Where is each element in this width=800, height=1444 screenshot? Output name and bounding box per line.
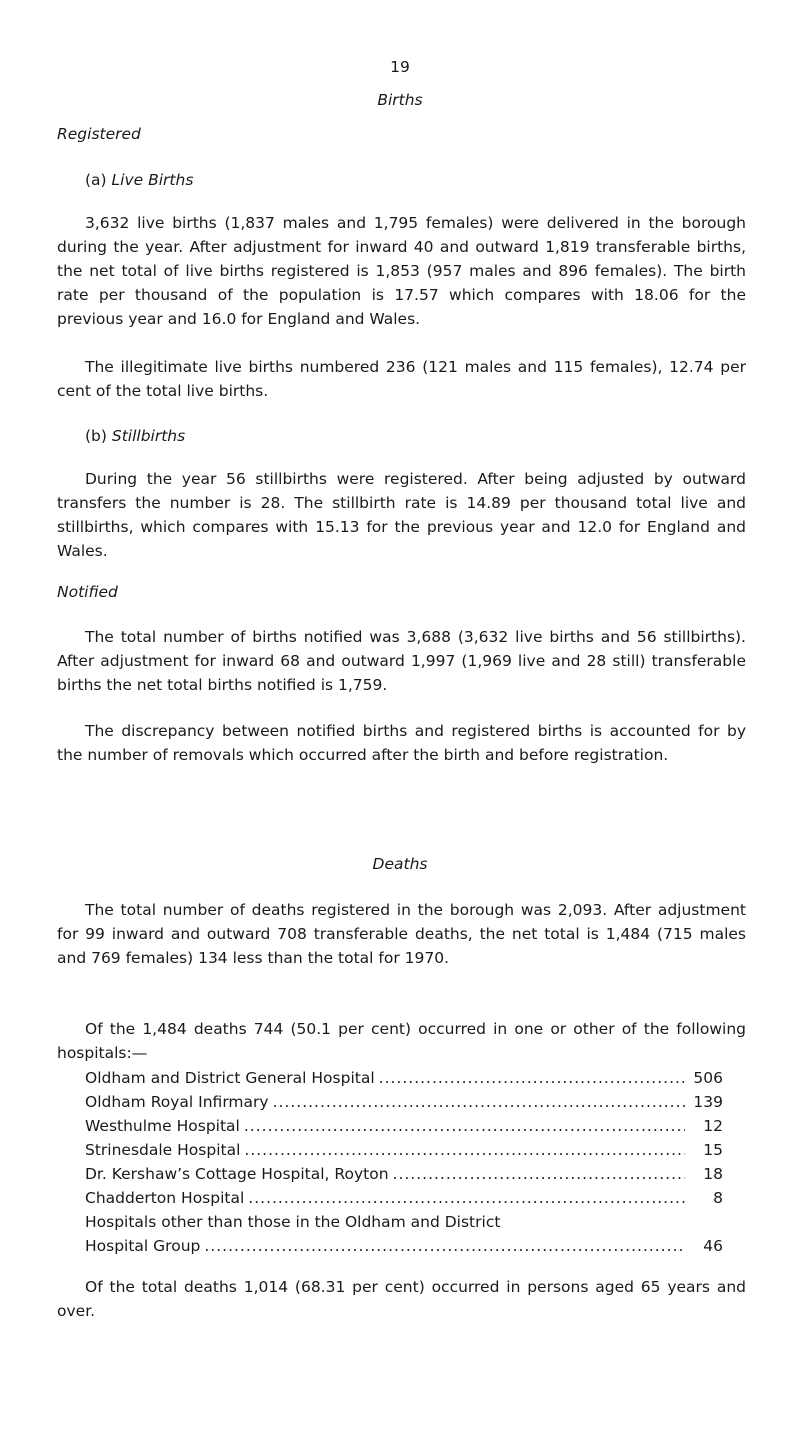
leader-dots <box>248 1186 685 1210</box>
hospital-name: Chadderton Hospital <box>85 1189 245 1207</box>
hospital-row-other-line2 <box>85 1234 723 1258</box>
discrepancy-paragraph: The discrepancy between notified births and registered births is accounted for by the number of removals which occurred after the birth and before registration. <box>57 722 746 764</box>
leader-dots <box>273 1090 685 1114</box>
hospital-death-count: 506 <box>693 1069 723 1087</box>
hospital-name: Strinesdale Hospital <box>85 1141 241 1159</box>
hospital-row <box>85 1162 723 1186</box>
hospital-row <box>85 1138 723 1162</box>
registered-heading: Registered <box>57 125 141 143</box>
stillbirths-label-prefix: (b) <box>85 427 107 445</box>
births-heading: Births <box>377 91 423 109</box>
hospital-death-count: 8 <box>713 1189 723 1207</box>
hospital-row <box>85 1114 723 1138</box>
leader-dots <box>244 1138 685 1162</box>
notified-heading: Notified <box>57 583 118 601</box>
live-births-label-prefix: (a) <box>85 171 107 189</box>
hospital-name: Dr. Kershaw’s Cottage Hospital, Royton <box>85 1165 389 1183</box>
hospital-name: Westhulme Hospital <box>85 1117 240 1135</box>
leader-dots <box>393 1162 685 1186</box>
hospital-row-other-line1 <box>85 1210 723 1234</box>
leader-dots <box>204 1234 685 1258</box>
deaths-aged-paragraph: Of the total deaths 1,014 (68.31 per cent) occurred in persons aged 65 years and over. <box>57 1278 746 1320</box>
stillbirths-subheading <box>85 424 185 448</box>
leader-dots <box>379 1066 685 1090</box>
stillbirths-paragraph: During the year 56 stillbirths were registered. After being adjusted by outward transfers the number is 28. The stillbirth rate is 14.89 per thousand total live and stillbirths, which compares with 15.13 for the previous year and 12.0 for England and Wales. <box>57 470 746 560</box>
other-hospitals-label-line2: Hospital Group <box>85 1237 201 1255</box>
deaths-heading: Deaths <box>372 855 428 873</box>
hospital-death-count: 12 <box>703 1117 723 1135</box>
live-births-paragraph: 3,632 live births (1,837 males and 1,795 females) were delivered in the borough during the year. After adjustment for inward 40 and outward 1,819 transferable births, the net total of live births registered is 1,853 (957 males and 896 females). The birth rate per thousand of the population is 17.57 which compares with 18.06 for the previous year and 16.0 for England and Wales. <box>57 214 746 328</box>
illegitimate-births-paragraph: The illegitimate live births numbered 236 (121 males and 115 females), 12.74 per cent of the total live births. <box>57 358 746 400</box>
live-births-subheading <box>85 168 193 192</box>
hospital-name: Oldham and District General Hospital <box>85 1069 375 1087</box>
deaths-total-paragraph: The total number of deaths registered in the borough was 2,093. After adjustment for 99 inward and outward 708 transferable deaths, the net total is 1,484 (715 males and 769 females) 134 less than the total for 1970. <box>57 901 746 967</box>
hospital-row <box>85 1186 723 1210</box>
other-hospitals-death-count: 46 <box>703 1237 723 1255</box>
hospital-row <box>85 1066 723 1090</box>
other-hospitals-label-line1: Hospitals other than those in the Oldham and District <box>85 1213 501 1231</box>
deaths-hospitals-paragraph: Of the 1,484 deaths 744 (50.1 per cent) occurred in one or other of the following hospitals:— <box>57 1020 746 1062</box>
stillbirths-label-title: Stillbirths <box>111 427 186 445</box>
page-number: 19 <box>390 58 410 76</box>
hospital-death-count: 15 <box>703 1141 723 1159</box>
hospital-death-count: 139 <box>693 1093 723 1111</box>
hospital-row <box>85 1090 723 1114</box>
hospital-death-count: 18 <box>703 1165 723 1183</box>
notified-births-paragraph: The total number of births notified was 3,688 (3,632 live births and 56 stillbirths). After adjustment for inward 68 and outward 1,997 (1,969 live and 28 still) transferable births the net total births notified is 1,759. <box>57 628 746 694</box>
hospital-name: Oldham Royal Infirmary <box>85 1093 269 1111</box>
live-births-label-title: Live Births <box>111 171 194 189</box>
leader-dots <box>244 1114 685 1138</box>
hospital-list <box>85 1066 723 1258</box>
